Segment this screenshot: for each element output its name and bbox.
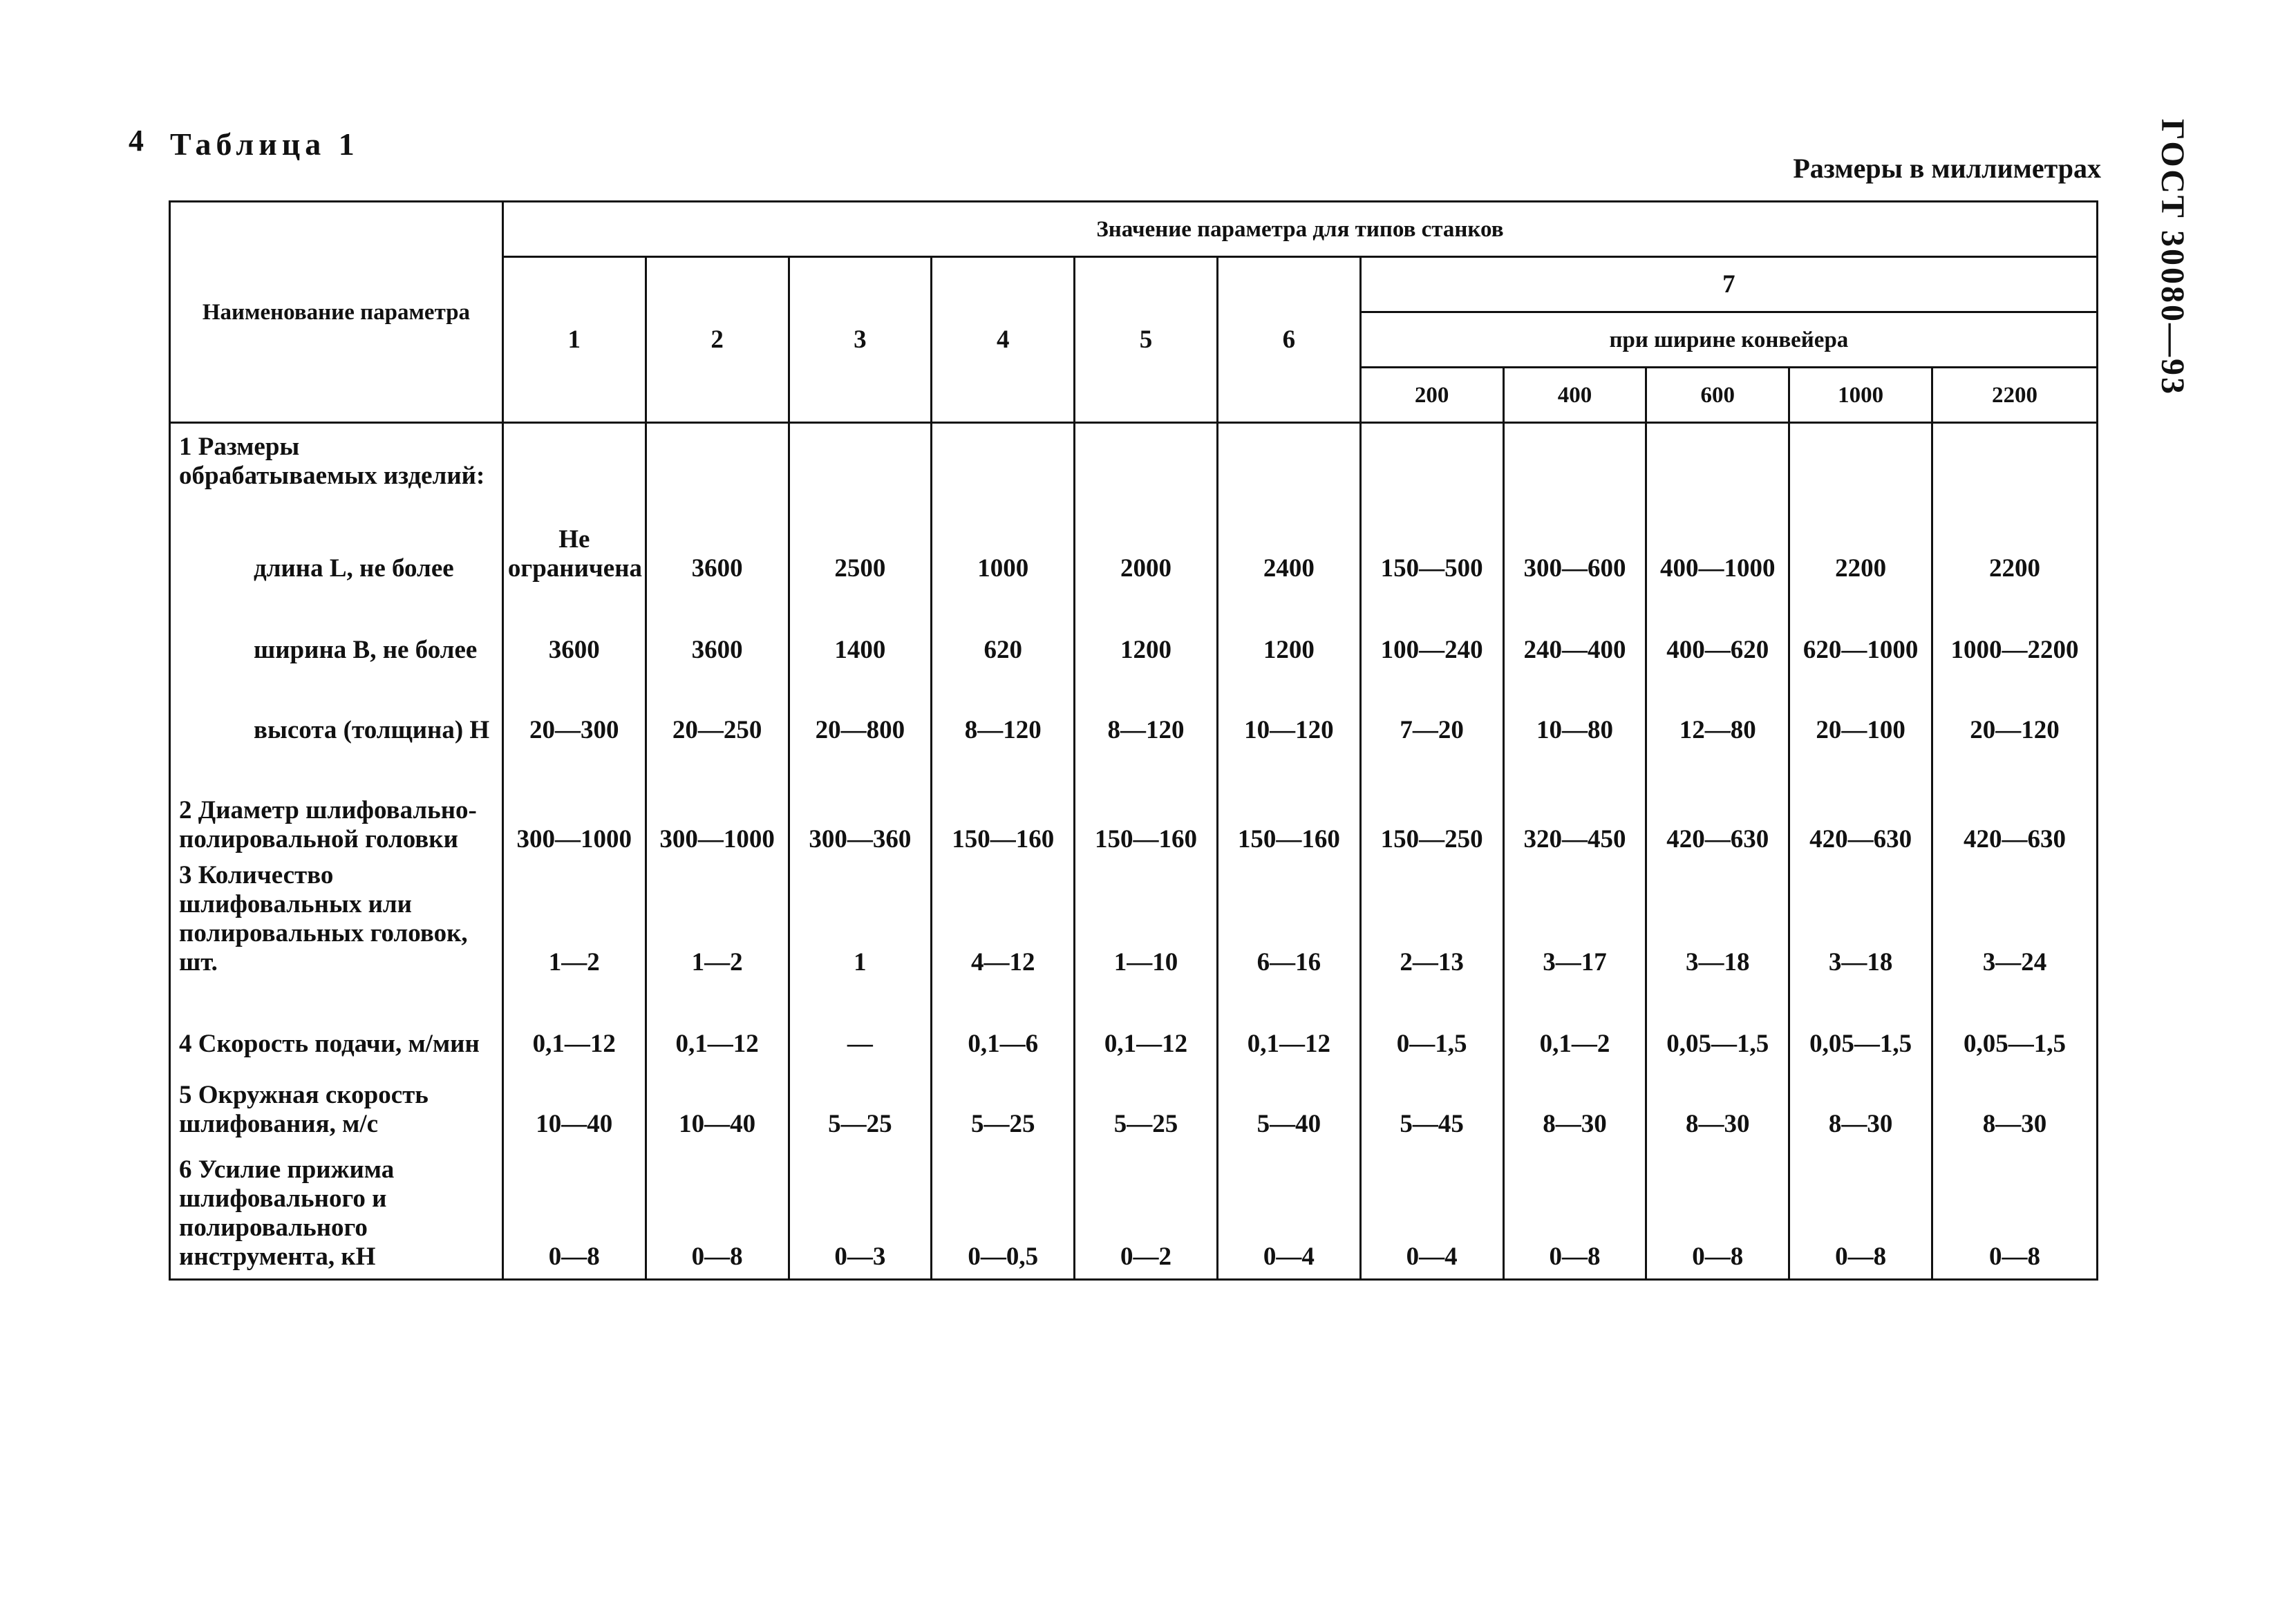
value-cell: 10—40 bbox=[646, 1066, 789, 1146]
table-row bbox=[170, 507, 2098, 590]
table-body bbox=[170, 423, 2098, 1280]
parameter-name: высота (толщина) H bbox=[170, 672, 503, 752]
type-header: 4 bbox=[932, 257, 1075, 423]
parameter-name: 2 Диаметр шлифовально-полировальной головки bbox=[170, 752, 503, 861]
table-row bbox=[170, 861, 2098, 984]
value-cell: 420—630 bbox=[1646, 752, 1789, 861]
value-cell: 300—1000 bbox=[502, 752, 646, 861]
param-name-header: Наименование параметра bbox=[170, 202, 503, 423]
value-cell: 12—80 bbox=[1646, 672, 1789, 752]
table-row bbox=[170, 984, 2098, 1066]
value-cell: 3600 bbox=[502, 590, 646, 672]
value-cell: 10—40 bbox=[502, 1066, 646, 1146]
value-cell: 3—18 bbox=[1646, 861, 1789, 984]
value-cell: 1400 bbox=[789, 590, 932, 672]
value-cell: 1—10 bbox=[1075, 861, 1218, 984]
value-cell: 0—8 bbox=[1932, 1146, 2098, 1280]
value-cell: 3—24 bbox=[1932, 861, 2098, 984]
value-cell: 2200 bbox=[1932, 507, 2098, 590]
value-cell: 400—620 bbox=[1646, 590, 1789, 672]
value-cell: 20—800 bbox=[789, 672, 932, 752]
value-cell: 150—160 bbox=[932, 752, 1075, 861]
value-cell: 1000 bbox=[932, 507, 1075, 590]
value-cell: 150—160 bbox=[1217, 752, 1360, 861]
value-cell: 0—3 bbox=[789, 1146, 932, 1280]
parameter-name: 3 Количество шлифовальных или полировальных головок, шт. bbox=[170, 861, 503, 984]
value-cell: 2—13 bbox=[1360, 861, 1503, 984]
value-cell: 0—2 bbox=[1075, 1146, 1218, 1280]
type-header: 6 bbox=[1217, 257, 1360, 423]
value-cell: 400—1000 bbox=[1646, 507, 1789, 590]
width-header: 2200 bbox=[1932, 368, 2098, 423]
value-cell: 8—30 bbox=[1789, 1066, 1932, 1146]
type-7-header: 7 bbox=[1360, 257, 2097, 312]
value-cell: 300—360 bbox=[789, 752, 932, 861]
page-number: 4 bbox=[129, 124, 144, 158]
value-cell: 5—25 bbox=[1075, 1066, 1218, 1146]
value-cell: 620—1000 bbox=[1789, 590, 1932, 672]
value-cell: 0,05—1,5 bbox=[1789, 984, 1932, 1066]
parameter-name: длина L, не более bbox=[170, 507, 503, 590]
value-cell: 3600 bbox=[646, 507, 789, 590]
value-cell: 4—12 bbox=[932, 861, 1075, 984]
value-cell: 20—120 bbox=[1932, 672, 2098, 752]
value-cell: 0,1—6 bbox=[932, 984, 1075, 1066]
value-cell bbox=[1075, 423, 1218, 507]
type-header: 1 bbox=[502, 257, 646, 423]
standard-code: ГОСТ 30080—93 bbox=[2154, 119, 2191, 396]
value-cell: 240—400 bbox=[1503, 590, 1646, 672]
table-row bbox=[170, 1066, 2098, 1146]
table-title: Таблица 1 bbox=[170, 126, 359, 162]
value-cell: 150—500 bbox=[1360, 507, 1503, 590]
parameter-name: 4 Скорость подачи, м/мин bbox=[170, 984, 503, 1066]
value-cell: 8—30 bbox=[1646, 1066, 1789, 1146]
value-cell: 1—2 bbox=[502, 861, 646, 984]
parameter-name: 5 Окружная скорость шлифования, м/с bbox=[170, 1066, 503, 1146]
value-cell: 2000 bbox=[1075, 507, 1218, 590]
value-cell: 8—120 bbox=[1075, 672, 1218, 752]
value-cell: 10—120 bbox=[1217, 672, 1360, 752]
value-cell: 0—4 bbox=[1360, 1146, 1503, 1280]
type-header: 3 bbox=[789, 257, 932, 423]
value-cell: — bbox=[789, 984, 932, 1066]
value-cell bbox=[1217, 423, 1360, 507]
value-cell: 3—18 bbox=[1789, 861, 1932, 984]
table-row bbox=[170, 590, 2098, 672]
value-cell: 20—250 bbox=[646, 672, 789, 752]
parameter-name: 6 Усилие прижима шлифовального и полировального инструмента, кН bbox=[170, 1146, 503, 1280]
value-cell bbox=[789, 423, 932, 507]
units-note: Размеры в миллиметрах bbox=[1793, 153, 2101, 184]
value-cell bbox=[1789, 423, 1932, 507]
value-cell bbox=[1932, 423, 2098, 507]
table-row bbox=[170, 1146, 2098, 1280]
value-cell bbox=[1503, 423, 1646, 507]
value-cell: 6—16 bbox=[1217, 861, 1360, 984]
value-cell: 620 bbox=[932, 590, 1075, 672]
width-header: 400 bbox=[1503, 368, 1646, 423]
value-cell: 320—450 bbox=[1503, 752, 1646, 861]
value-cell: 0,1—12 bbox=[1075, 984, 1218, 1066]
value-cell: 420—630 bbox=[1789, 752, 1932, 861]
value-cell: 0,05—1,5 bbox=[1932, 984, 2098, 1066]
width-header: 600 bbox=[1646, 368, 1789, 423]
value-cell: 5—25 bbox=[789, 1066, 932, 1146]
table-row bbox=[170, 423, 2098, 507]
value-cell: 300—600 bbox=[1503, 507, 1646, 590]
type-header: 2 bbox=[646, 257, 789, 423]
value-cell: 0—8 bbox=[1503, 1146, 1646, 1280]
value-cell: 20—300 bbox=[502, 672, 646, 752]
value-cell bbox=[932, 423, 1075, 507]
value-cell bbox=[502, 423, 646, 507]
value-cell: 3600 bbox=[646, 590, 789, 672]
value-cell: 1 bbox=[789, 861, 932, 984]
table-row bbox=[170, 752, 2098, 861]
value-cell: 5—25 bbox=[932, 1066, 1075, 1146]
machine-types-header: Значение параметра для типов станков bbox=[502, 202, 2097, 257]
width-header: 1000 bbox=[1789, 368, 1932, 423]
value-cell: 2500 bbox=[789, 507, 932, 590]
value-cell: 1000—2200 bbox=[1932, 590, 2098, 672]
value-cell: 7—20 bbox=[1360, 672, 1503, 752]
value-cell: 0—0,5 bbox=[932, 1146, 1075, 1280]
value-cell: 0—8 bbox=[646, 1146, 789, 1280]
value-cell: 3—17 bbox=[1503, 861, 1646, 984]
value-cell: 8—30 bbox=[1503, 1066, 1646, 1146]
value-cell: 8—120 bbox=[932, 672, 1075, 752]
value-cell: 0—8 bbox=[1789, 1146, 1932, 1280]
value-cell: 0—4 bbox=[1217, 1146, 1360, 1280]
value-cell: 10—80 bbox=[1503, 672, 1646, 752]
value-cell: 2400 bbox=[1217, 507, 1360, 590]
value-cell: 420—630 bbox=[1932, 752, 2098, 861]
value-cell: 8—30 bbox=[1932, 1066, 2098, 1146]
value-cell: 1200 bbox=[1075, 590, 1218, 672]
value-cell: 150—250 bbox=[1360, 752, 1503, 861]
type-header: 5 bbox=[1075, 257, 1218, 423]
value-cell: 5—40 bbox=[1217, 1066, 1360, 1146]
value-cell: 2200 bbox=[1789, 507, 1932, 590]
value-cell: 0,1—12 bbox=[502, 984, 646, 1066]
parameters-table bbox=[169, 200, 2098, 1281]
value-cell: 100—240 bbox=[1360, 590, 1503, 672]
value-cell bbox=[1360, 423, 1503, 507]
value-cell: 0—8 bbox=[502, 1146, 646, 1280]
value-cell: 0,1—12 bbox=[1217, 984, 1360, 1066]
parameter-name: ширина B, не более bbox=[170, 590, 503, 672]
value-cell: 5—45 bbox=[1360, 1066, 1503, 1146]
value-cell: 0—1,5 bbox=[1360, 984, 1503, 1066]
value-cell: 1—2 bbox=[646, 861, 789, 984]
value-cell: 0,1—12 bbox=[646, 984, 789, 1066]
table-row bbox=[170, 672, 2098, 752]
value-cell: 0,1—2 bbox=[1503, 984, 1646, 1066]
value-cell bbox=[646, 423, 789, 507]
value-cell: 0,05—1,5 bbox=[1646, 984, 1789, 1066]
conveyor-width-header: при ширине конвейера bbox=[1360, 312, 2097, 368]
value-cell: 300—1000 bbox=[646, 752, 789, 861]
width-header: 200 bbox=[1360, 368, 1503, 423]
value-cell: 20—100 bbox=[1789, 672, 1932, 752]
value-cell: 0—8 bbox=[1646, 1146, 1789, 1280]
value-cell: 1200 bbox=[1217, 590, 1360, 672]
value-cell: 150—160 bbox=[1075, 752, 1218, 861]
parameter-name: 1 Размеры обрабатываемых изделий: bbox=[170, 423, 503, 507]
value-cell: Не ограничена bbox=[502, 507, 646, 590]
value-cell bbox=[1646, 423, 1789, 507]
